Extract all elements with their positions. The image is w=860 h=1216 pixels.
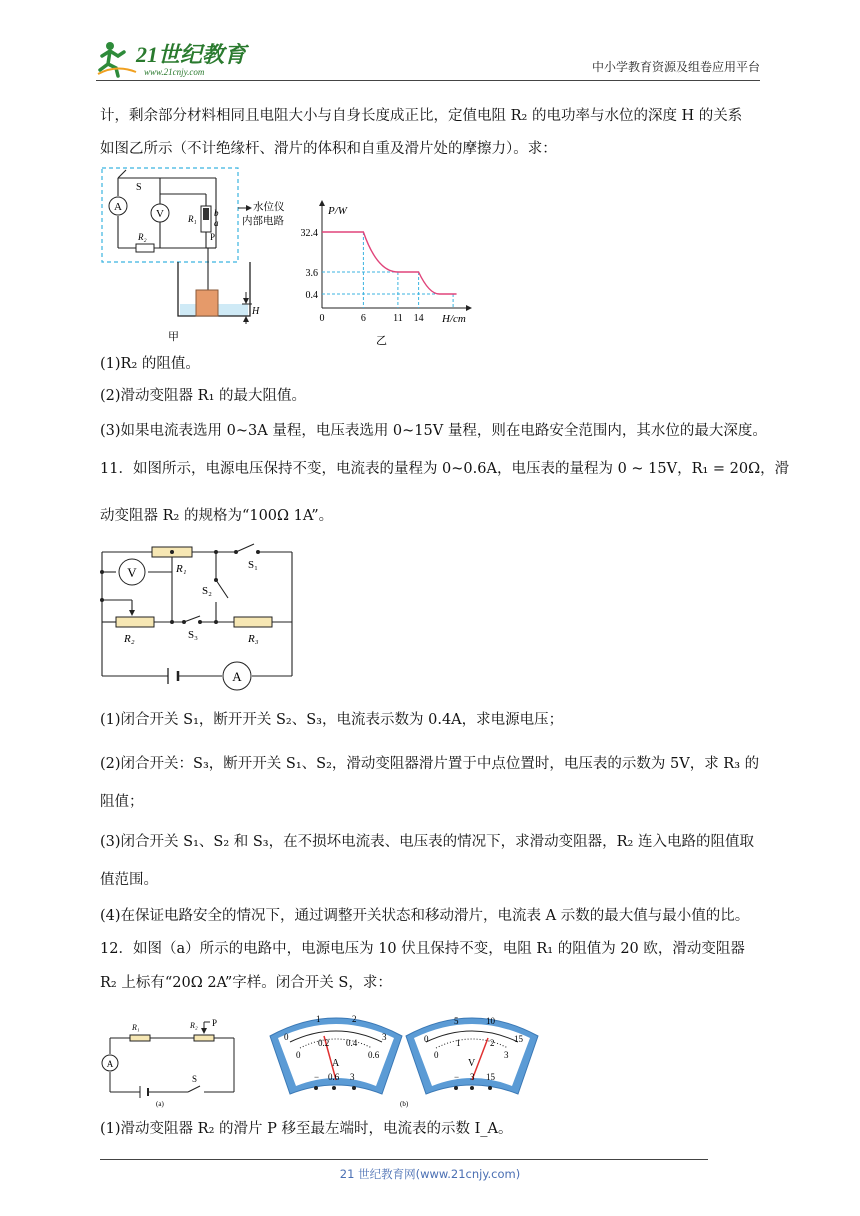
- x-tick-label: 6: [360, 313, 366, 324]
- svg-text:V: V: [468, 1058, 476, 1069]
- svg-text:R₂: R₂: [138, 232, 147, 242]
- figure-q11-circuit: [96, 538, 306, 698]
- figure-jia: [96, 164, 286, 348]
- q11-sub3b: 值范围。: [100, 872, 158, 888]
- rheostat-r2: [116, 617, 154, 627]
- annotation-line2: 内部电路: [242, 216, 284, 227]
- chart-axes: [322, 204, 468, 308]
- svg-text:3: 3: [350, 1072, 355, 1082]
- svg-text:1: 1: [316, 1014, 321, 1024]
- q11-sub3a: (3)闭合开关 S₁、S₂ 和 S₃，在不损坏电流表、电压表的情况下，求滑动变阻器，R₂ 连入电路的阻值取: [100, 834, 754, 850]
- x-tick-label: 0: [319, 313, 325, 324]
- svg-text:a: a: [214, 218, 219, 228]
- q11-sub2a: (2)闭合开关：S₃，断开开关 S₁、S₂，滑动变阻器滑片置于中点位置时，电压表的示数为 5V，求 R₃ 的: [100, 756, 760, 772]
- x-tick-label: 14: [413, 313, 424, 324]
- logo-text: 21世纪教育: [136, 42, 247, 67]
- svg-text:S₁: S₁: [248, 559, 258, 571]
- svg-text:A: A: [114, 201, 122, 213]
- runner-logo-icon: [98, 42, 136, 76]
- svg-text:0: 0: [296, 1050, 301, 1060]
- svg-text:A: A: [232, 669, 242, 684]
- x-tick-label: 11: [393, 313, 403, 324]
- svg-text:S₂: S₂: [202, 585, 212, 597]
- footer-divider: [100, 1159, 708, 1160]
- resistor-r3: [234, 617, 272, 627]
- svg-text:0: 0: [424, 1034, 429, 1044]
- svg-text:−: −: [314, 1072, 320, 1082]
- ammeter-dial: [270, 1014, 402, 1094]
- caption-yi: 乙: [376, 335, 387, 347]
- svg-text:(a): (a): [156, 1100, 164, 1108]
- q10-sub2: (2)滑动变阻器 R₁ 的最大阻值。: [100, 388, 306, 404]
- svg-text:H: H: [252, 306, 260, 317]
- q11-line1: 11．如图所示，电源电压保持不变，电流表的量程为 0~0.6A，电压表的量程为 0 ~ 15V，R₁ = 20Ω，滑: [100, 461, 790, 477]
- svg-text:5: 5: [454, 1016, 459, 1026]
- logo-url: www.21cnjy.com: [144, 67, 205, 77]
- svg-text:A: A: [332, 1058, 340, 1069]
- label-s: S: [136, 182, 142, 193]
- svg-text:V: V: [127, 565, 137, 580]
- svg-text:3: 3: [504, 1050, 509, 1060]
- y-tick-label: 0.4: [305, 290, 318, 301]
- svg-text:R₂: R₂: [124, 633, 135, 645]
- q11-sub4: (4)在保证电路安全的情况下，通过调整开关状态和移动滑片，电流表 A 示数的最大值与最小值的比。: [100, 908, 750, 924]
- caption-jia: 甲: [168, 331, 179, 343]
- svg-text:1: 1: [456, 1038, 461, 1048]
- q10-sub1: (1)R₂ 的阻值。: [100, 356, 200, 372]
- svg-text:0.6: 0.6: [328, 1072, 340, 1082]
- svg-text:0.4: 0.4: [346, 1038, 358, 1048]
- q10-sub3: (3)如果电流表选用 0~3A 量程，电压表选用 0~15V 量程，则在电路安全范围内，其水位的最大深度。: [100, 423, 767, 439]
- svg-text:R₁: R₁: [176, 563, 187, 575]
- voltmeter-dial: [406, 1016, 538, 1094]
- figure-q12-a: [96, 1008, 246, 1108]
- resistor-r2: [136, 244, 154, 252]
- svg-text:3: 3: [470, 1072, 475, 1082]
- svg-text:R₃: R₃: [248, 633, 259, 645]
- header-platform-text: 中小学教育资源及组卷应用平台: [591, 60, 760, 74]
- q12-line2: R₂ 上标有“20Ω 2A”字样。闭合开关 S，求：: [100, 975, 392, 991]
- svg-text:R₁: R₁: [132, 1023, 140, 1032]
- q11-sub2b: 阻值；: [100, 794, 144, 810]
- svg-text:S: S: [192, 1074, 198, 1084]
- q10-line2: 如图乙所示（不计绝缘杆、滑片的体积和自重及滑片处的摩擦力）。求：: [100, 141, 557, 157]
- y-axis-label: P/W: [328, 205, 347, 217]
- svg-text:2: 2: [490, 1038, 495, 1048]
- svg-text:P: P: [210, 232, 216, 242]
- water-tank: [178, 262, 260, 324]
- svg-text:b: b: [214, 208, 219, 218]
- q10-line1: 计，剩余部分材料相同且电阻大小与自身长度成正比，定值电阻 R₂ 的电功率与水位的深度 H 的关系: [100, 108, 743, 124]
- series-line: [322, 232, 457, 294]
- svg-text:15: 15: [514, 1034, 523, 1044]
- svg-text:R₁: R₁: [188, 214, 197, 224]
- svg-text:A: A: [106, 1059, 114, 1069]
- svg-text:−: −: [454, 1072, 460, 1082]
- figure-yi-chart: [292, 196, 482, 348]
- y-tick-label: 32.4: [300, 228, 318, 239]
- svg-text:P: P: [212, 1018, 218, 1028]
- y-tick-label: 3.6: [305, 268, 318, 279]
- svg-text:10: 10: [486, 1016, 495, 1026]
- header-divider: [96, 80, 760, 81]
- svg-text:V: V: [156, 208, 164, 220]
- q12-line1: 12．如图（a）所示的电路中，电源电压为 10 伏且保持不变，电阻 R₁ 的阻值为 20 欧，滑动变阻器: [100, 941, 745, 957]
- q11-sub1: (1)闭合开关 S₁，断开开关 S₂、S₃，电流表示数为 0.4A，求电源电压；: [100, 712, 564, 728]
- q11-line2: 动变阻器 R₂ 的规格为“100Ω 1A”。: [100, 508, 334, 524]
- svg-text:0.2: 0.2: [318, 1038, 330, 1048]
- svg-text:0: 0: [284, 1032, 289, 1042]
- footer-text: 21 世纪教育网(www.21cnjy.com): [339, 1167, 521, 1181]
- svg-text:0: 0: [434, 1050, 439, 1060]
- svg-text:15: 15: [486, 1072, 495, 1082]
- q12-sub1: (1)滑动变阻器 R₂ 的滑片 P 移至最左端时，电流表的示数 I_A。: [100, 1121, 513, 1137]
- svg-text:S₃: S₃: [188, 629, 198, 641]
- figure-q12-b-meters: [264, 1006, 544, 1110]
- svg-text:R₂: R₂: [190, 1021, 198, 1030]
- site-logo: [96, 34, 266, 80]
- svg-text:3: 3: [382, 1032, 387, 1042]
- annotation-line1: 水位仪: [253, 202, 285, 213]
- svg-text:2: 2: [352, 1014, 357, 1024]
- svg-text:0.6: 0.6: [368, 1050, 380, 1060]
- caption-b: (b): [400, 1100, 409, 1108]
- x-axis-label: H/cm: [442, 313, 466, 325]
